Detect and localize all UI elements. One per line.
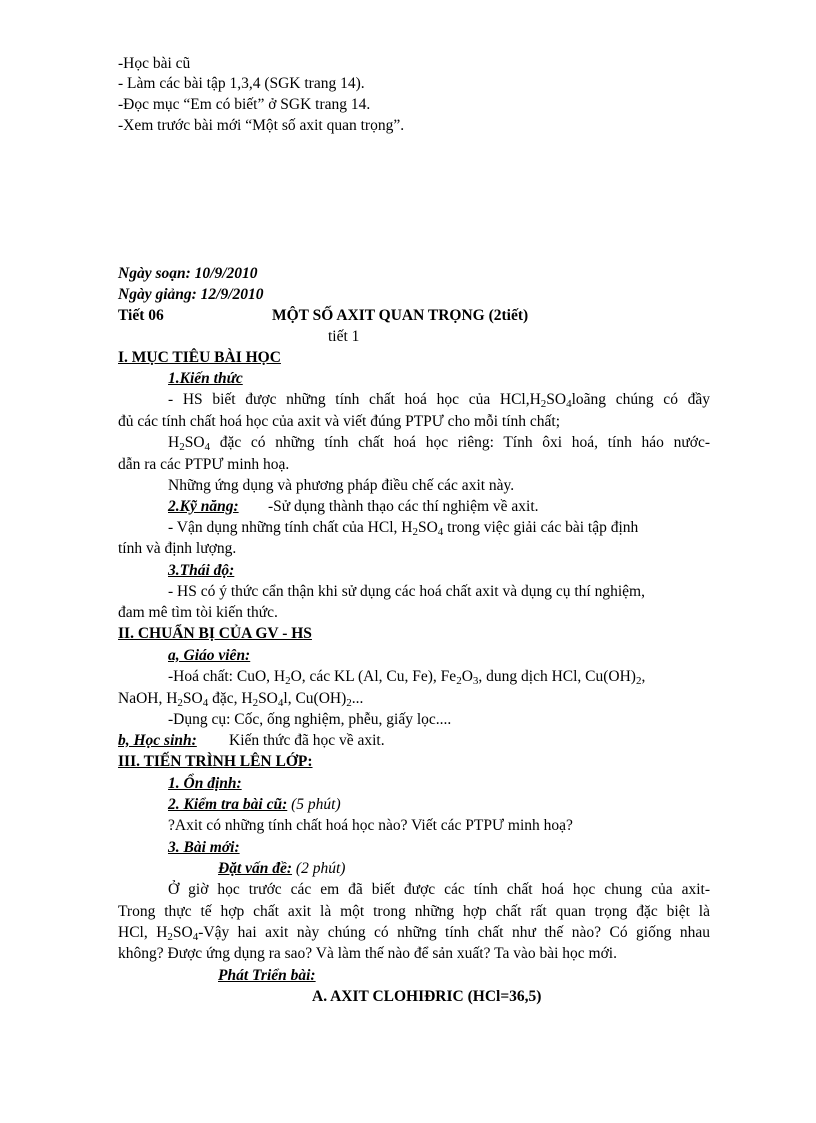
paragraph-line: Ở giờ học trước các em đã biết được các tính chất hoá học chung của axit- — [168, 881, 710, 898]
paragraph-line: HCl, $H_2SO_4$-Vậy hai axit này chúng có những tính chất như thế nào? Có giống nhau — [118, 924, 710, 943]
list-item: -Xem trước bài mới “Một số axit quan trọng”. — [118, 117, 405, 134]
subsection-heading: b, Học sinh: — [118, 732, 197, 749]
paragraph-line: dẫn ra các PTPƯ minh hoạ. — [118, 456, 290, 473]
paragraph-line: $H_2SO_4$ đặc có những tính chất hoá học riêng: Tính ôxi hoá, tính háo nước- — [168, 434, 710, 453]
section-a-heading: A. AXIT CLOHIĐRIC (HCl=36,5) — [312, 988, 542, 1005]
subsection-heading: a, Giáo viên: — [168, 647, 251, 664]
paragraph-line: Những ứng dụng và phương pháp điều chế các axit này. — [168, 477, 515, 494]
paragraph-line: không? Được ứng dụng ra sao? Và làm thế nào để sản xuất? Ta vào bài học mới. — [118, 945, 617, 962]
subsection-heading: Đặt vấn đề: (2 phút) — [218, 860, 346, 877]
list-item: -Đọc mục “Em có biết” ở SGK trang 14. — [118, 96, 371, 113]
page-subtitle: tiết 1 — [328, 328, 360, 345]
paragraph-line: Kiến thức đã học về axit. — [229, 732, 385, 749]
teaching-date: Ngày giảng: 12/9/2010 — [118, 286, 264, 303]
paragraph-line: NaOH, $H_2SO_4$ đặc, $H_2SO_4l$, $Cu(OH)_2$... — [118, 690, 364, 709]
list-item: - Làm các bài tập 1,3,4 (SGK trang 14). — [118, 75, 365, 92]
subsection-heading: Phát Triển bài: — [218, 967, 316, 984]
paragraph-line: -Hoá chất: CuO, $H_2O$, các KL (Al, Cu, Fe), $Fe_2O_3$, dung dịch HCl, $Cu(OH)_2$, — [168, 668, 646, 687]
lesson-number: Tiết 06 — [118, 307, 164, 324]
subsection-heading: 3.Thái độ: — [168, 562, 235, 579]
paragraph-line: đam mê tìm tòi kiến thức. — [118, 604, 278, 621]
section-heading: II. CHUẨN BỊ CỦA GV - HS — [118, 625, 312, 642]
subsection-heading: 2.Kỹ năng: — [168, 498, 239, 515]
subsection-heading: 1.Kiến thức — [168, 370, 243, 387]
section-heading: III. TIẾN TRÌNH LÊN LỚP: — [118, 753, 313, 770]
paragraph-line: ?Axit có những tính chất hoá học nào? Viết các PTPƯ minh hoạ? — [168, 817, 573, 834]
paragraph-line: Trong thực tế hợp chất axit là một trong những hợp chất rất quan trọng đặc biệt là — [118, 903, 710, 920]
preparation-date: Ngày soạn: 10/9/2010 — [118, 265, 258, 282]
paragraph-line: - HS có ý thức cẩn thận khi sử dụng các hoá chất axit và dụng cụ thí nghiệm, — [168, 583, 645, 600]
paragraph-line: đủ các tính chất hoá học của axit và viết đúng PTPƯ cho mỗi tính chất; — [118, 413, 561, 430]
paragraph-line: -Sử dụng thành thạo các thí nghiệm về axit. — [268, 498, 539, 515]
paragraph-line: - HS biết được những tính chất hoá học của $HCl,H_2SO_4loãng$ chúng có đầy — [168, 391, 711, 410]
page-title: MỘT SỐ AXIT QUAN TRỌNG (2tiết) — [272, 307, 529, 324]
subsection-heading: 3. Bài mới: — [168, 839, 240, 856]
subsection-heading: 1. Ổn định: — [168, 775, 242, 792]
paragraph-line: - Vận dụng những tính chất của HCl, $H_2SO_4$ trong việc giải các bài tập định — [168, 519, 639, 538]
section-heading: I. MỤC TIÊU BÀI HỌC — [118, 349, 281, 366]
paragraph-line: -Dụng cụ: Cốc, ống nghiệm, phễu, giấy lọc.... — [168, 711, 452, 728]
subsection-heading: 2. Kiểm tra bài cũ: (5 phút) — [168, 796, 341, 813]
paragraph-line: tính và định lượng. — [118, 540, 237, 557]
list-item: -Học bài cũ — [118, 55, 191, 72]
